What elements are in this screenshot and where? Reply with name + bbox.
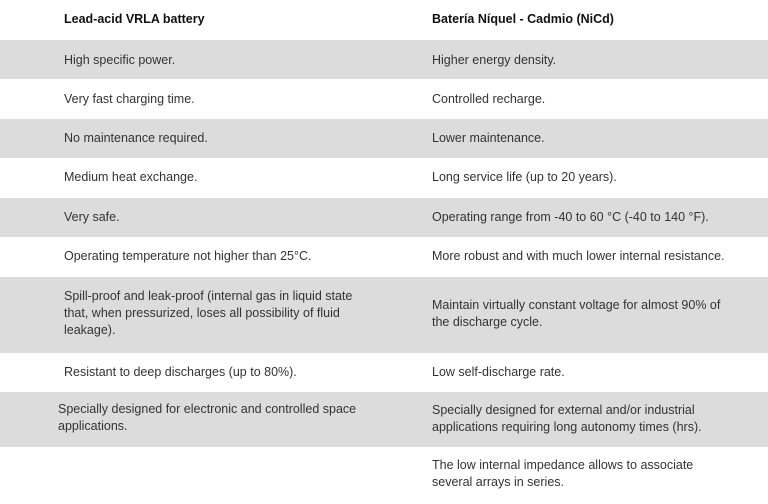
nicd-cell: Higher energy density. bbox=[432, 53, 557, 67]
table-row bbox=[0, 158, 768, 198]
nicd-cell: Lower maintenance. bbox=[432, 131, 545, 145]
nicd-cell: Controlled recharge. bbox=[432, 92, 546, 106]
vrla-cell: Resistant to deep discharges (up to 80%). bbox=[64, 365, 297, 379]
table-row bbox=[0, 353, 768, 392]
table-row bbox=[0, 79, 768, 119]
vrla-cell: High specific power. bbox=[64, 53, 176, 67]
nicd-cell: The low internal impedance allows to associate several arrays in series. bbox=[432, 458, 694, 489]
vrla-cell: Very safe. bbox=[64, 210, 120, 224]
vrla-cell: Operating temperature not higher than 25°C. bbox=[64, 249, 312, 263]
nicd-cell: Specially designed for external and/or industrial applications requiring long autonomy times (hrs). bbox=[432, 403, 702, 434]
table-row bbox=[0, 40, 768, 79]
table-row bbox=[0, 447, 768, 504]
table-row bbox=[0, 277, 768, 353]
nicd-cell: Maintain virtually constant voltage for almost 90% of the discharge cycle. bbox=[432, 298, 721, 329]
vrla-cell: Very fast charging time. bbox=[64, 92, 195, 106]
vrla-cell: Medium heat exchange. bbox=[64, 170, 198, 184]
nicd-cell: Long service life (up to 20 years). bbox=[432, 170, 617, 184]
table-row bbox=[0, 119, 768, 158]
table-header bbox=[0, 0, 768, 40]
header-vrla: Lead-acid VRLA battery bbox=[64, 12, 205, 26]
table-row bbox=[0, 237, 768, 277]
header-nicd: Batería Níquel - Cadmio (NiCd) bbox=[432, 12, 614, 26]
vrla-cell: Spill-proof and leak-proof (internal gas in liquid state that, when pressurized, loses all possibility of fluid leakage). bbox=[64, 289, 353, 337]
nicd-cell: Low self-discharge rate. bbox=[432, 365, 565, 379]
vrla-cell: Specially designed for electronic and controlled space applications. bbox=[58, 402, 357, 433]
vrla-cell: No maintenance required. bbox=[64, 131, 208, 145]
table-row bbox=[0, 392, 768, 447]
nicd-cell: Operating range from -40 to 60 °C (-40 to 140 °F). bbox=[432, 210, 709, 224]
table-row bbox=[0, 198, 768, 237]
nicd-cell: More robust and with much lower internal resistance. bbox=[432, 249, 725, 263]
